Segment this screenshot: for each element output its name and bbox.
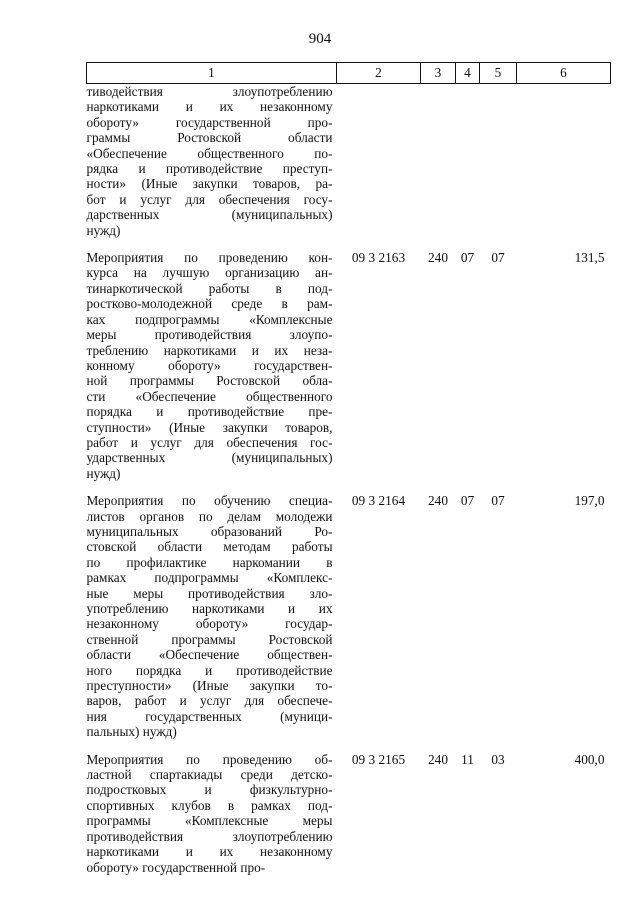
section-code: 07 [460,250,475,266]
description-line: треблению наркотиками и их неза- [86,342,333,358]
amount-value [517,84,611,239]
row-description [87,752,337,875]
description-line: нужд) [86,222,121,238]
section-code: 11 [461,751,474,767]
table-body [87,84,611,875]
description-line: ной программы Ростовской обла- [86,373,333,389]
description-line: «Обеспечение общественного по- [86,145,333,161]
row-description [87,493,337,740]
description-line: муниципальных образований Ро- [86,523,333,539]
description-line: наркотиками и их незаконному [86,99,333,115]
description-line: сти «Обеспечение общественного [86,388,333,404]
description-line: преступности» (Иные закупки то- [86,678,333,694]
table-row [87,493,611,740]
description-line: варов, работ и услуг для обеспече- [86,693,333,709]
description-line: порядка и противодействие пре- [86,404,333,420]
description-line: рядка и противодействие преступ- [86,161,333,177]
column-header-5: 5 [480,63,517,84]
target-article-code [337,84,421,239]
description-line: ластной спартакиады среди детско- [86,767,333,783]
description-line: программы «Комплексные меры [86,813,333,829]
section-code [456,84,480,239]
description-line: ного порядка и противодействие [86,662,333,678]
table-row [87,84,611,239]
row-description [87,84,337,239]
description-line: конному обороту» государствен- [86,357,333,373]
spacer-cell [87,238,611,250]
table-row [87,250,611,481]
column-header-3: 3 [421,63,456,84]
page-number: 904 [308,31,332,47]
spacer-cell [87,481,611,493]
spacer-cell [87,740,611,752]
target-article-code: 09 3 2164 [351,493,406,509]
description-line: ступности» (Иные закупки товаров, [86,419,333,435]
description-line: противодействия злоупотреблению [86,828,333,844]
description-line: Мероприятия по проведению об- [86,751,333,767]
description-line: употреблению наркотиками и их [86,601,333,616]
description-line: дарственных (муниципальных) [86,207,333,223]
subsection-code: 07 [491,493,505,509]
amount-value: 400,0 [574,751,605,767]
description-line: по профилактике наркомании в [86,554,333,570]
subsection-code: 03 [491,751,505,767]
description-line: граммы Ростовской области [86,130,333,146]
table-row [87,752,611,875]
column-header-2: 2 [337,63,421,84]
description-line: бот и услуг для обеспечения госу- [86,191,333,207]
description-line: ках подпрограммы «Комплексные [86,311,333,327]
description-line: ния государственных (муници- [86,708,333,724]
description-line: листов органов по делам молодежи [86,508,333,524]
target-article-code: 09 3 2165 [351,751,406,767]
description-line: Мероприятия по обучению специа- [86,493,333,509]
description-line: меры противодействия злоупо- [86,327,333,343]
description-line: тиводействия злоупотреблению [86,84,333,99]
amount-value: 197,0 [574,493,605,509]
description-line: ростково-молодежной среде в рам- [86,296,333,312]
row-spacer [87,740,611,752]
description-line: наркотиками и их незаконному [86,844,333,860]
budget-table [86,62,611,875]
expense-type-code: 240 [428,493,448,509]
expense-type-code [421,84,456,239]
description-line: нужд) [86,465,121,481]
description-line: пальных) нужд) [86,724,177,740]
expense-type-code: 240 [428,751,448,767]
description-line: спортивных клубов в рамках под- [86,797,333,813]
row-spacer [87,238,611,250]
column-header-1: 1 [87,63,337,84]
target-article-code: 09 3 2163 [351,250,406,266]
subsection-code [480,84,517,239]
row-spacer [87,481,611,493]
description-line: тинаркотической работы в под- [86,280,333,296]
row-description [87,250,337,481]
column-header-4: 4 [456,63,480,84]
amount-value: 131,5 [574,250,605,266]
column-header-6: 6 [517,63,611,84]
description-line: Мероприятия по проведению кон- [86,250,333,266]
description-line: рамках подпрограммы «Комплекс- [86,570,333,586]
subsection-code: 07 [491,250,505,266]
description-line: курса на лучшую организацию ан- [86,265,333,281]
description-line: подростковых и физкультурно- [86,782,333,798]
description-line: ные меры противодействия зло- [86,585,333,601]
section-code: 07 [460,493,475,509]
description-line: ности» (Иные закупки товаров, ра- [86,176,333,192]
expense-type-code: 240 [428,250,448,266]
description-line: стовской области методам работы [86,539,333,555]
description-line: ударственных (муниципальных) [86,450,333,466]
description-line: области «Обеспечение обществен- [86,647,333,663]
description-line: работ и услуг для обеспечения гос- [86,434,333,450]
description-line: незаконному обороту» государ- [86,616,333,632]
description-line: ственной программы Ростовской [86,631,333,647]
description-line: обороту» государственной про- [86,859,266,875]
description-line: обороту» государственной про- [86,114,333,130]
table-header [87,63,611,84]
